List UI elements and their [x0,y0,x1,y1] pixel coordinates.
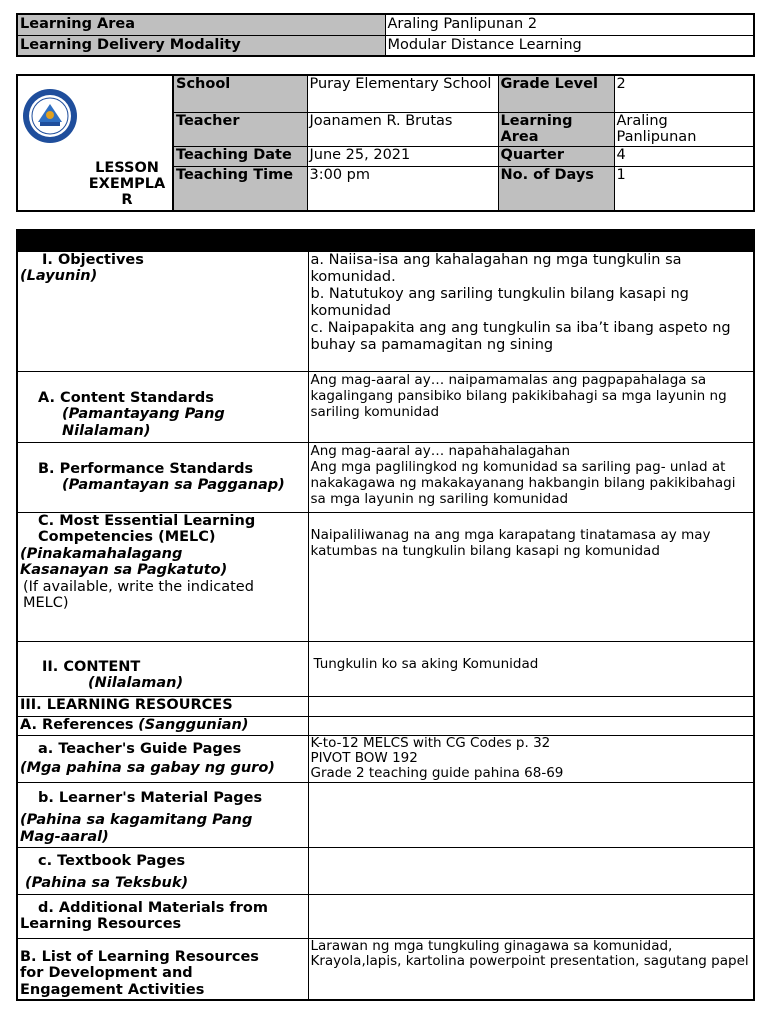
learning-resources-value [308,696,754,716]
learning-area-value: Araling Panlipunan 2 [385,14,754,35]
lesson-plan-table [16,229,755,1001]
learning-area-value-2: Araling Panlipunan [614,112,754,146]
textbook-value [308,847,754,894]
lesson-info-table [16,74,755,212]
delivery-modality-value: Modular Distance Learning [385,35,754,56]
grade-level-label: Grade Level [498,75,614,112]
learners-material-label-cell: b. Learner's Material Pages (Pahina sa kagamitang Pang Mag-aaral) [17,782,308,847]
quarter-label: Quarter [498,146,614,166]
no-of-days-label: No. of Days [498,166,614,211]
teaching-date-label: Teaching Date [173,146,307,166]
melc-label-cell: C. Most Essential Learning Competencies (MELC) (Pinakamahalagang Kasanayan sa Pagkatuto) (If available, write the indicated MELC) [17,512,308,641]
teaching-time-label: Teaching Time [173,166,307,211]
content-label-cell: II. CONTENT (Nilalaman) [17,641,308,696]
teacher-label: Teacher [173,112,307,146]
references-value [308,716,754,735]
learners-material-value [308,782,754,847]
school-value: Puray Elementary School [307,75,498,112]
learning-area-label: Learning Area [17,14,385,35]
content-standards-label-cell: A. Content Standards (Pamantayang Pang Nilalaman) [17,371,308,442]
school-seal-icon [22,88,78,144]
textbook-label-cell: c. Textbook Pages (Pahina sa Teksbuk) [17,847,308,894]
performance-standards-value: Ang mag-aaral ay… napahahalagahan Ang mga paglilingkod ng komunidad sa sariling pag- unlad at nakakagawa ng makakayanang hakbangin bilang pakikibahagi sa mga layunin ng sariling komunidad [308,442,754,512]
list-resources-label: B. List of Learning Resources for Development and Engagement Activities [17,938,308,1000]
teachers-guide-label-cell: a. Teacher's Guide Pages (Mga pahina sa gabay ng guro) [17,735,308,782]
melc-value: Naipaliliwanag na ang mga karapatang tinatamasa ay may katumbas na tungkulin bilang kasapi ng komunidad [308,512,754,641]
delivery-modality-label: Learning Delivery Modality [17,35,385,56]
header-bar [17,230,754,251]
learning-area-table [16,13,755,57]
teaching-date-value: June 25, 2021 [307,146,498,166]
logo-cell [17,75,173,211]
references-label-cell: A. References (Sanggunian) [17,716,308,735]
grade-level-value: 2 [614,75,754,112]
teaching-time-value: 3:00 pm [307,166,498,211]
quarter-value: 4 [614,146,754,166]
learning-area-label-2: Learning Area [498,112,614,146]
content-value: Tungkulin ko sa aking Komunidad [308,641,754,696]
performance-standards-label-cell: B. Performance Standards (Pamantayan sa Pagganap) [17,442,308,512]
list-resources-value: Larawan ng mga tungkuling ginagawa sa komunidad, Krayola,lapis, kartolina powerpoint presentation, sagutang papel [308,938,754,1000]
content-standards-value: Ang mag-aaral ay… naipamamalas ang pagpapahalaga sa kagalingang pansibiko bilang pakikibahagi sa mga layunin ng sariling komunidad [308,371,754,442]
lesson-exemplar-title: LESSON EXEMPLA R [88,160,166,208]
teachers-guide-value: K-to-12 MELCS with CG Codes p. 32 PIVOT BOW 192 Grade 2 teaching guide pahina 68-69 [308,735,754,782]
additional-materials-value [308,894,754,938]
objectives-value: a. Naiisa-isa ang kahalagahan ng mga tungkulin sa komunidad. b. Natutukoy ang sariling tungkulin bilang kasapi ng komunidad c. Naipapakita ang ang tungkulin sa iba’t ibang aspeto ng buhay sa pamamagitan ng sining [308,251,754,371]
additional-materials-label: d. Additional Materials from Learning Resources [17,894,308,938]
objectives-label-cell: I. Objectives (Layunin) [17,251,308,371]
no-of-days-value: 1 [614,166,754,211]
learning-resources-label: III. LEARNING RESOURCES [17,696,308,716]
teacher-value: Joanamen R. Brutas [307,112,498,146]
school-label: School [173,75,307,112]
